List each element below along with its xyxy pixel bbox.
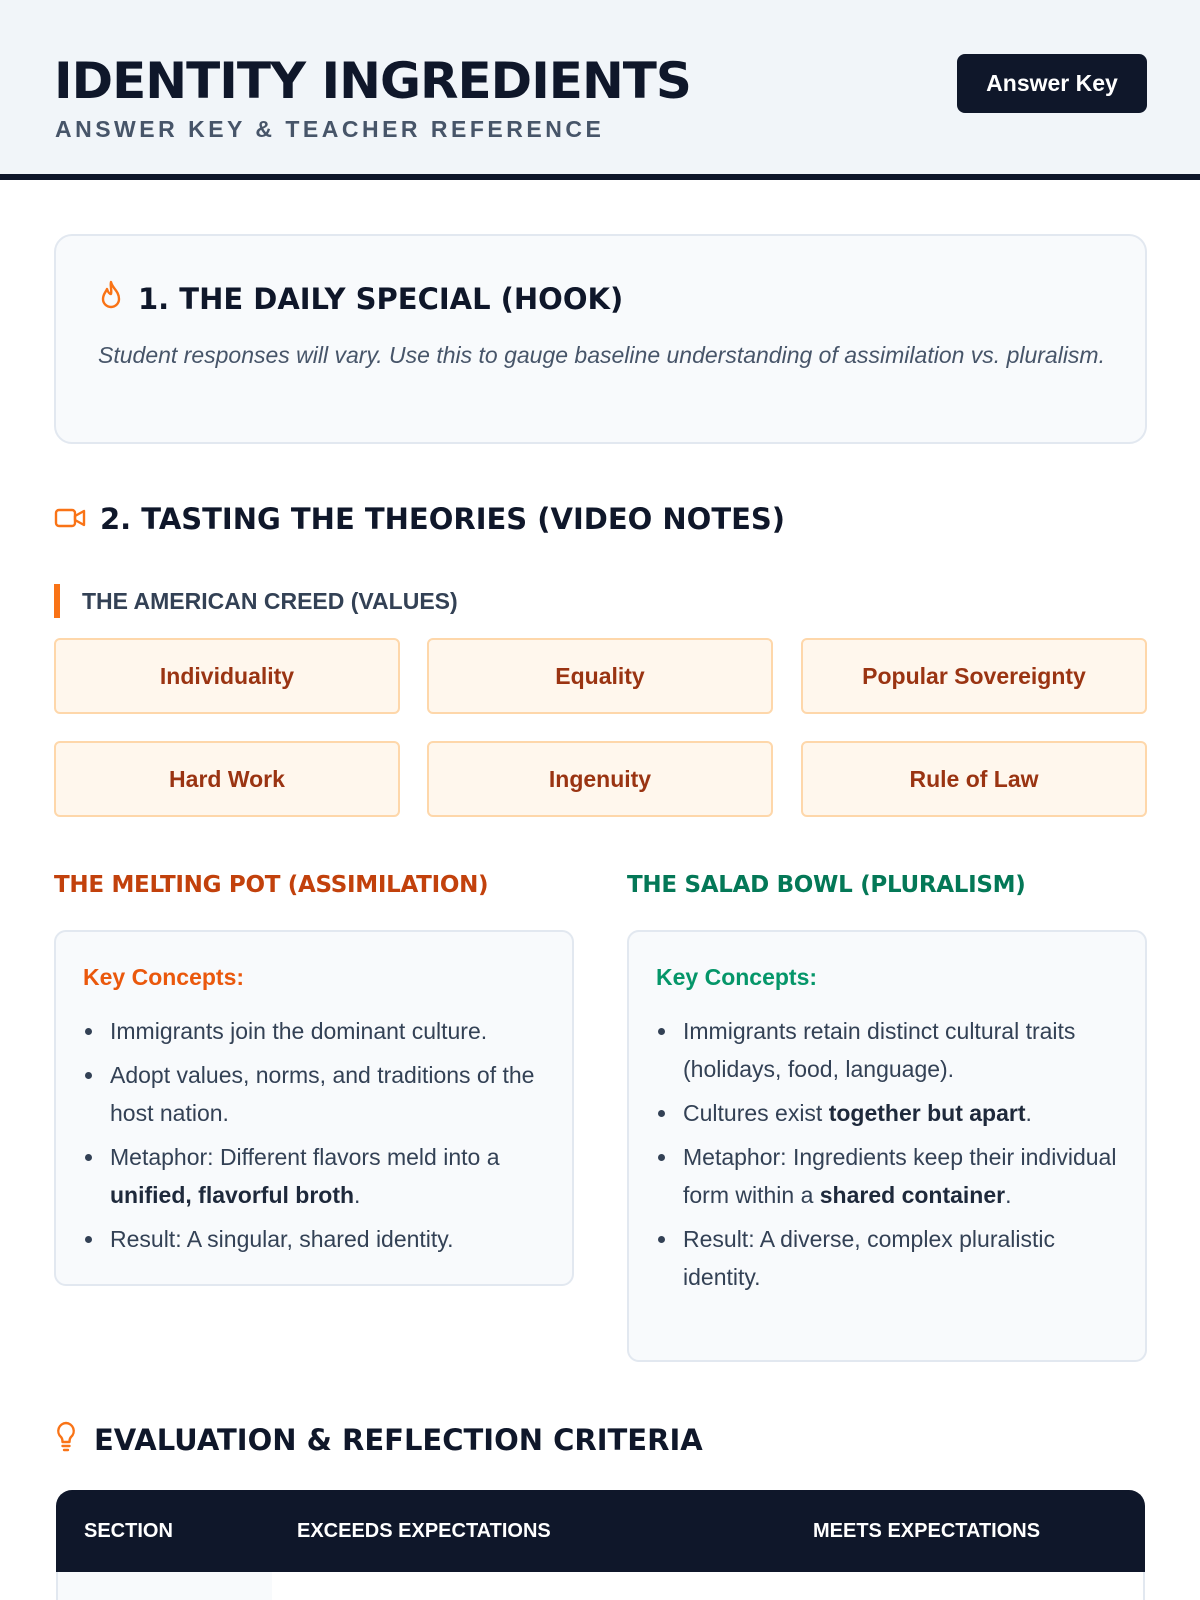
lightbulb-icon (54, 1420, 78, 1459)
salad-bowl-list (656, 1012, 1126, 1302)
theories-heading (54, 502, 785, 536)
hook-note: Student responses will vary. Use this to gauge baseline understanding of assimilation vs. pluralism. (98, 342, 1105, 368)
page-header (0, 0, 1200, 180)
column-header-meets: MEETS EXPECTATIONS (813, 1519, 1041, 1542)
list-item: Adopt values, norms, and traditions of the host nation. (83, 1056, 553, 1132)
salad-bowl-title: THE SALAD BOWL (PLURALISM) (627, 872, 1026, 898)
table-row (56, 1572, 1145, 1600)
value-chip: Individuality (54, 638, 400, 714)
list-item: Result: A singular, shared identity. (83, 1220, 553, 1258)
flame-icon (98, 280, 124, 317)
value-chip: Hard Work (54, 741, 400, 817)
theories-title: 2. TASTING THE THEORIES (VIDEO NOTES) (100, 502, 786, 536)
criteria-table-header (56, 1490, 1145, 1572)
page-title: IDENTITY INGREDIENTS (54, 52, 691, 110)
melting-pot-title: THE MELTING POT (ASSIMILATION) (54, 872, 489, 898)
table-cell (58, 1572, 272, 1600)
evaluation-title: EVALUATION & REFLECTION CRITERIA (94, 1422, 703, 1457)
list-item: Immigrants join the dominant culture. (83, 1012, 553, 1050)
value-chip: Ingenuity (427, 741, 773, 817)
hook-title: 1. THE DAILY SPECIAL (HOOK) (138, 281, 624, 316)
hook-card (54, 234, 1147, 444)
melting-pot-list (83, 1012, 553, 1264)
creed-heading: THE AMERICAN CREED (VALUES) (54, 584, 458, 618)
list-item: Result: A diverse, complex pluralistic identity. (656, 1220, 1126, 1296)
value-chip: Rule of Law (801, 741, 1147, 817)
melting-pot-concepts-label: Key Concepts: (83, 964, 245, 990)
value-chip: Popular Sovereignty (801, 638, 1147, 714)
answer-key-badge[interactable]: Answer Key (957, 54, 1147, 113)
hook-heading (98, 280, 623, 317)
video-camera-icon (54, 502, 86, 536)
column-header-exceeds: EXCEEDS EXPECTATIONS (297, 1519, 551, 1542)
value-chip: Equality (427, 638, 773, 714)
list-item: Immigrants retain distinct cultural traits (holidays, food, language). (656, 1012, 1126, 1088)
evaluation-heading (54, 1420, 703, 1459)
salad-bowl-card (627, 930, 1147, 1362)
page-subtitle: ANSWER KEY & TEACHER REFERENCE (55, 116, 605, 142)
list-item: Metaphor: Different flavors meld into a unified, flavorful broth. (83, 1138, 553, 1214)
list-item: Cultures exist together but apart. (656, 1094, 1126, 1132)
list-item: Metaphor: Ingredients keep their individual form within a shared container. (656, 1138, 1126, 1214)
melting-pot-card (54, 930, 574, 1286)
column-header-section: SECTION (84, 1519, 173, 1542)
salad-bowl-concepts-label: Key Concepts: (656, 964, 818, 990)
